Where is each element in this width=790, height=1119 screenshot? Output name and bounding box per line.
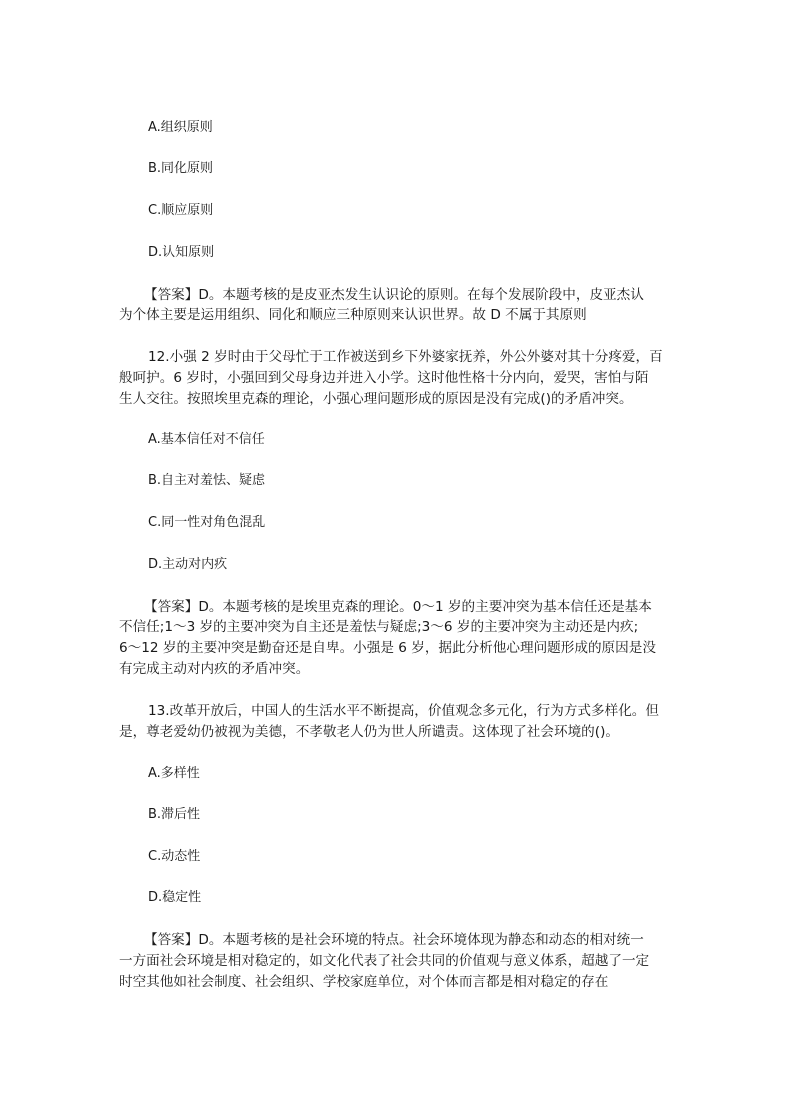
q11-answer-line-1: 【答案】D。本题考核的是皮亚杰发生认识论的原则。在每个发展阶段中，皮亚杰认 (144, 287, 644, 303)
q11-option-d: D.认知原则 (148, 245, 215, 260)
q13-answer-line-2: 一方面社会环境是相对稳定的，如文化代表了社会共同的价值观与意义体系，超越了一定 (119, 953, 650, 969)
q13-answer-line-3: 时空其他如社会制度、社会组织、学校家庭单位，对个体而言都是相对稳定的存在 (119, 974, 609, 990)
q13-stem-line-1: 13.改革开放后，中国人的生活水平不断提高，价值观念多元化，行为方式多样化。但 (148, 703, 659, 719)
q12-stem-line-2: 般呵护。6 岁时，小强回到父母身边并进入小学。这时他性格十分内向，爱哭，害怕与陌 (119, 370, 649, 386)
q12-answer-line-1: 【答案】D。本题考核的是埃里克森的理论。0～1 岁的主要冲突为基本信任还是基本 (144, 599, 652, 615)
q12-stem-line-1: 12.小强 2 岁时由于父母忙于工作被送到乡下外婆家抚养，外公外婆对其十分疼爱，百 (148, 349, 663, 365)
q13-stem-line-2: 是，尊老爱幼仍被视为美德，不孝敬老人仍为世人所谴责。这体现了社会环境的()。 (119, 724, 619, 740)
q12-option-d: D.主动对内疚 (148, 557, 228, 572)
q13-option-b: B.滞后性 (148, 807, 201, 822)
q13-option-a: A.多样性 (148, 766, 200, 781)
q12-answer-line-3: 6～12 岁的主要冲突是勤奋还是自卑。小强是 6 岁，据此分析他心理问题形成的原因是没 (119, 640, 656, 656)
q13-answer-line-1: 【答案】D。本题考核的是社会环境的特点。社会环境体现为静态和动态的相对统一 (144, 932, 644, 948)
q12-answer-line-4: 有完成主动对内疚的矛盾冲突。 (119, 661, 310, 677)
q12-option-c: C.同一性对角色混乱 (148, 515, 266, 530)
q12-option-a: A.基本信任对不信任 (148, 432, 265, 447)
q13-option-c: C.动态性 (148, 849, 201, 864)
q12-answer-line-2: 不信任;1～3 岁的主要冲突为自主还是羞怯与疑虑;3～6 岁的主要冲突为主动还是内疚; (119, 619, 639, 635)
q11-option-b: B.同化原则 (148, 161, 214, 176)
q12-option-b: B.自主对羞怯、疑虑 (148, 473, 266, 488)
q11-option-a: A.组织原则 (148, 120, 213, 135)
q11-option-c: C.顺应原则 (148, 203, 214, 218)
q12-stem-line-3: 生人交往。按照埃里克森的理论，小强心理问题形成的原因是没有完成()的矛盾冲突。 (119, 391, 633, 407)
q11-answer-line-2: 为个体主要是运用组织、同化和顺应三种原则来认识世界。故 D 不属于其原则 (119, 307, 587, 323)
q13-option-d: D.稳定性 (148, 890, 202, 905)
